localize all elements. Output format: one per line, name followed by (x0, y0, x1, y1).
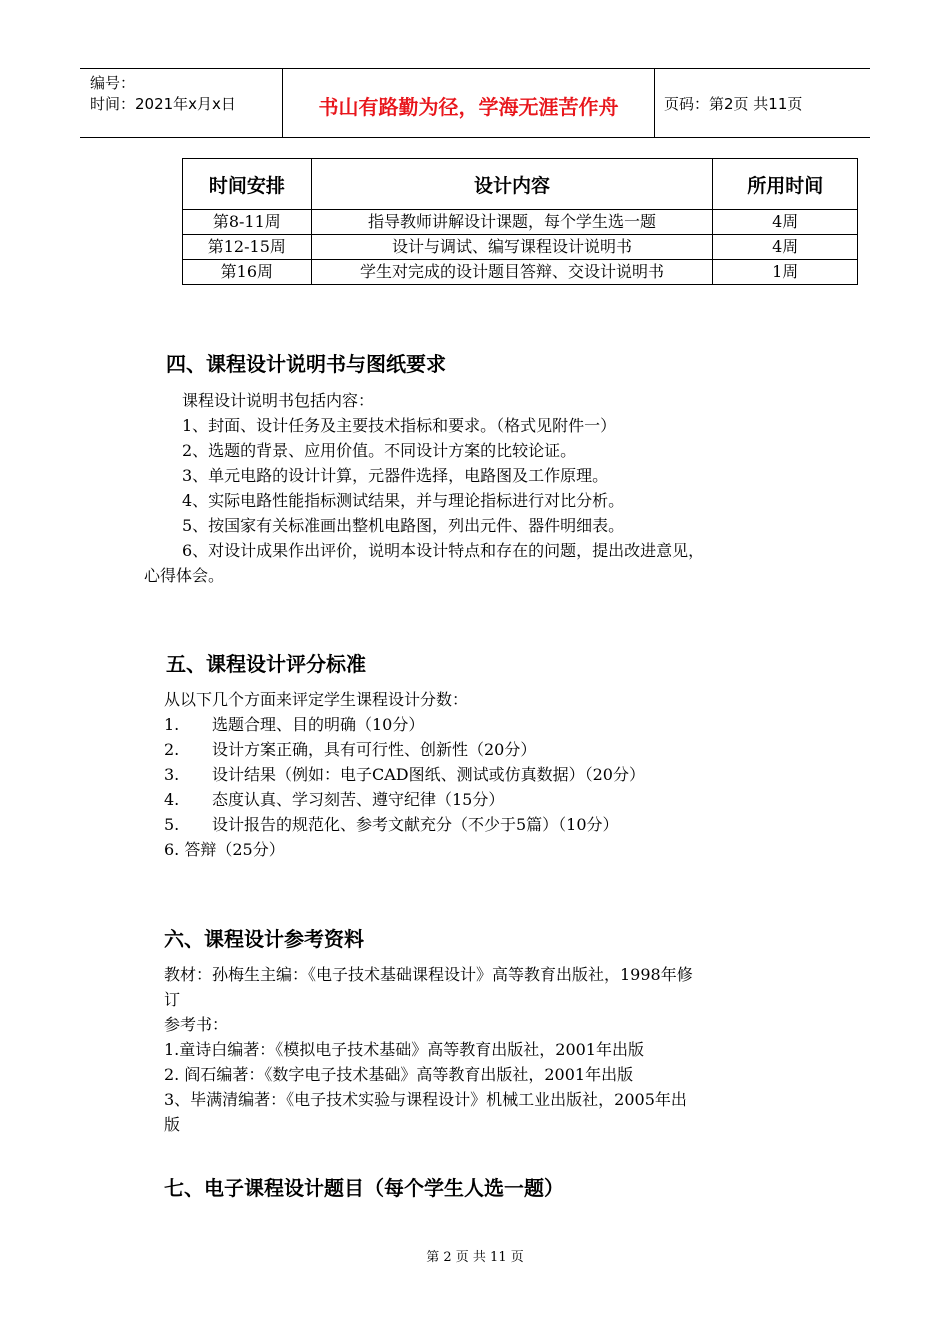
table-header-cell: 所用时间 (713, 159, 858, 210)
page-footer: 第 2 页 共 11 页 (426, 1250, 524, 1265)
header-page-info: 页码：第2页 共11页 (664, 95, 803, 113)
section-heading: 七、电子课程设计题目（每个学生人选一题） (164, 1176, 564, 1200)
table-cell: 学生对完成的设计题目答辩、交设计说明书 (311, 260, 713, 285)
header-divider (654, 69, 655, 137)
table-header-cell: 设计内容 (311, 159, 713, 210)
list-number: 5. (164, 815, 180, 834)
document-date-label: 时间：2021年x月x日 (90, 95, 236, 113)
table-header-row (183, 159, 858, 210)
list-item: 2. 阎石编著：《数字电子技术基础》高等教育出版社，2001年出版 (164, 1065, 634, 1084)
list-text: 态度认真、学习刻苦、遵守纪律（15分） (212, 790, 505, 809)
document-number-label: 编号： (90, 74, 136, 92)
table-cell: 4周 (713, 235, 858, 260)
paragraph-line: 参考书： (164, 1015, 229, 1034)
paragraph-line: 教材：孙梅生主编：《电子技术基础课程设计》高等教育出版社，1998年修 (164, 965, 693, 984)
list-item (164, 812, 619, 835)
table-header-cell: 时间安排 (183, 159, 312, 210)
list-item (164, 787, 504, 810)
list-number: 2. (164, 740, 180, 759)
list-item: 3、毕满清编著：《电子技术实验与课程设计》机械工业出版社，2005年出 (164, 1090, 687, 1109)
section-heading: 六、课程设计参考资料 (164, 927, 364, 951)
list-item: 3、单元电路的设计计算，元器件选择，电路图及工作原理。 (182, 466, 609, 485)
list-text: 设计方案正确，具有可行性、创新性（20分） (212, 740, 537, 759)
paragraph-line: 课程设计说明书包括内容： (182, 391, 375, 410)
table-row (183, 260, 858, 285)
list-item: 6、对设计成果作出评价，说明本设计特点和存在的问题，提出改进意见， (182, 541, 705, 560)
list-text: 设计报告的规范化、参考文献充分（不少于5篇）（10分） (212, 815, 619, 834)
list-item (164, 762, 645, 785)
table-cell: 第8-11周 (183, 210, 312, 235)
list-item: 6. 答辩（25分） (164, 840, 285, 859)
list-item-continuation: 版 (164, 1115, 181, 1134)
page-header (80, 68, 870, 138)
table-row (183, 210, 858, 235)
table-cell: 第12-15周 (183, 235, 312, 260)
table-cell: 第16周 (183, 260, 312, 285)
list-number: 3. (164, 765, 180, 784)
table-cell: 设计与调试、编写课程设计说明书 (311, 235, 713, 260)
list-number: 4. (164, 790, 180, 809)
list-item: 5、按国家有关标准画出整机电路图，列出元件、器件明细表。 (182, 516, 625, 535)
list-item: 2、选题的背景、应用价值。不同设计方案的比较论证。 (182, 441, 577, 460)
paragraph-line: 订 (164, 990, 181, 1009)
table-cell: 指导教师讲解设计课题，每个学生选一题 (311, 210, 713, 235)
list-item-continuation: 心得体会。 (144, 566, 225, 585)
schedule-table (182, 158, 858, 285)
list-text: 设计结果（例如：电子CAD图纸、测试或仿真数据）（20分） (212, 765, 645, 784)
list-number: 1. (164, 715, 180, 734)
header-motto: 书山有路勤为径，学海无涯苦作舟 (318, 95, 619, 119)
list-text: 选题合理、目的明确（10分） (212, 715, 425, 734)
list-item: 1.童诗白编著：《模拟电子技术基础》高等教育出版社，2001年出版 (164, 1040, 644, 1059)
list-item (164, 737, 536, 760)
list-item: 4、实际电路性能指标测试结果，并与理论指标进行对比分析。 (182, 491, 625, 510)
paragraph-line: 从以下几个方面来评定学生课程设计分数： (164, 690, 469, 709)
table-cell: 1周 (713, 260, 858, 285)
table-cell: 4周 (713, 210, 858, 235)
section-heading: 四、课程设计说明书与图纸要求 (166, 352, 446, 376)
section-heading: 五、课程设计评分标准 (166, 652, 366, 676)
list-item: 1、封面、设计任务及主要技术指标和要求。（格式见附件一） (182, 416, 617, 435)
list-item (164, 712, 424, 735)
table-row (183, 235, 858, 260)
header-meta (90, 73, 236, 115)
